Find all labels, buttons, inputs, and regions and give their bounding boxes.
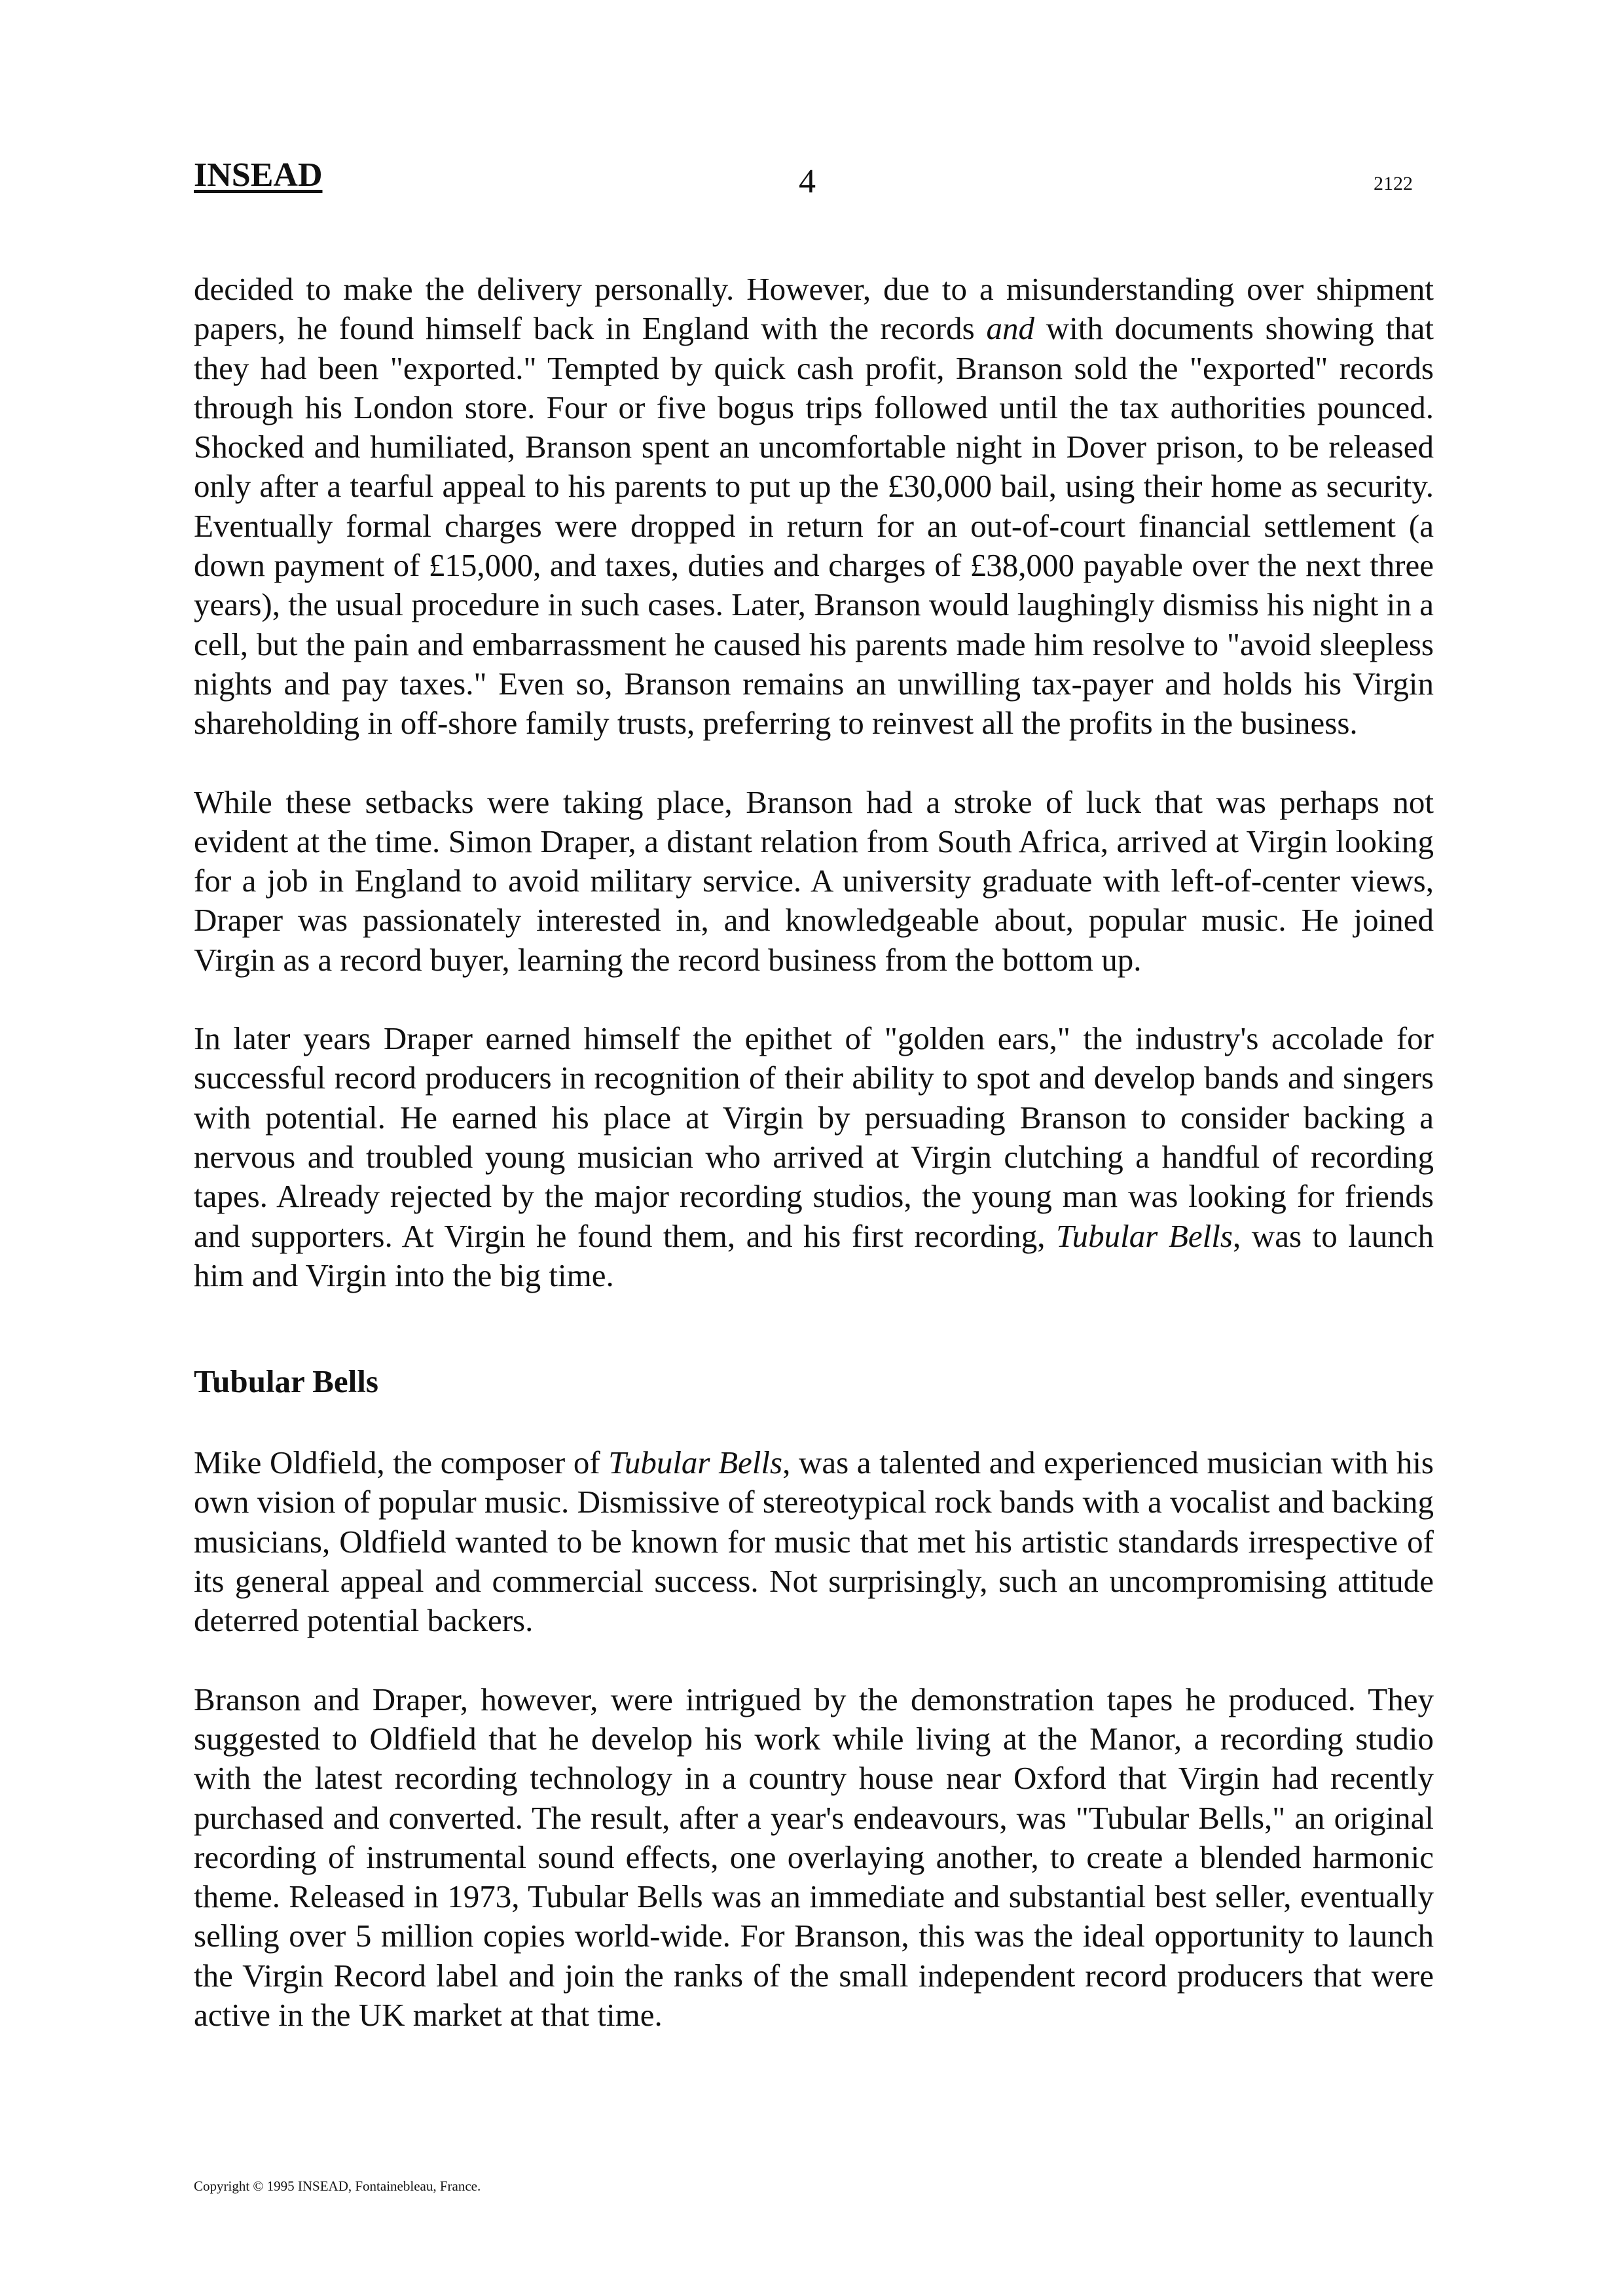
- paragraph-mike-oldfield: Mike Oldfield, the composer of Tubular Bells, was a talented and experienced musician with his own vision of popular music. Dismissive of stereotypical rock bands with a vocalist and backing musicians, Oldfield wanted to be known for music that met his artistic standards irrespective of its general appeal and commercial success. Not surprisingly, such an uncompromising attitude deterred potential backers.: [194, 1444, 1434, 1639]
- title-tubular-bells: Tubular Bells: [1056, 1217, 1233, 1254]
- emphasis-and: and: [986, 310, 1034, 347]
- paragraph-golden-ears: In later years Draper earned himself the epithet of "golden ears," the industry's accolade for successful record producers in recognition of their ability to spot and develop bands and singers with potential. He earned his place at Virgin by persuading Branson to consider backing a nervous and troubled young musician who arrived at Virgin clutching a handful of recording tapes. Already rejected by the major recording studios, the young man was looking for friends and supporters. At Virgin he found them, and his first recording, Tubular Bells, was to launch him and Virgin into the big time.: [194, 1020, 1434, 1293]
- title-tubular-bells: Tubular Bells: [608, 1444, 783, 1481]
- section-heading: Tubular Bells: [194, 1363, 378, 1400]
- case-number: 2122: [1374, 173, 1413, 194]
- body-content: [194, 270, 1434, 2035]
- paragraph-tax-episode: decided to make the delivery personally. However, due to a misunderstanding over shipment papers, he found himself back in England with the records and with documents showing that they had been "exported." Tempted by quick cash profit, Branson sold the "exported" records through his London store. Four or five bogus trips followed until the tax authorities pounced. Shocked and humiliated, Branson spent an uncomfortable night in Dover prison, to be released only after a tearful appeal to his parents to put up the £30,000 bail, using their home as security. Eventually formal charges were dropped in return for an out-of-court financial settlement (a down payment of £15,000, and taxes, duties and charges of £38,000 payable over the next three years), the usual procedure in such cases. Later, Branson would laughingly dismiss his night in a cell, but the pain and embarrassment he caused his parents made him resolve to "avoid sleepless nights and pay taxes." Even so, Branson remains an unwilling tax-payer and holds his Virgin shareholding in off-shore family trusts, preferring to reinvest all the profits in the business.: [194, 271, 1434, 742]
- copyright-footer: Copyright © 1995 INSEAD, Fontainebleau, France.: [194, 2178, 481, 2194]
- institution-name: INSEAD: [194, 156, 323, 194]
- paragraph-simon-draper: While these setbacks were taking place, Branson had a stroke of luck that was perhaps not evident at the time. Simon Draper, a distant relation from South Africa, arrived at Virgin looking for a job in England to avoid military service. A university graduate with left-of-center views, Draper was passionately interested in, and knowledgeable about, popular music. He joined Virgin as a record buyer, learning the record business from the bottom up.: [194, 783, 1434, 978]
- page-number: 4: [799, 163, 816, 200]
- paragraph-manor-recording: Branson and Draper, however, were intrigued by the demonstration tapes he produced. They suggested to Oldfield that he develop his work while living at the Manor, a recording studio with the latest recording technology in a country house near Oxford that Virgin had recently purchased and converted. The result, after a year's endeavours, was "Tubular Bells," an original recording of instrumental sound effects, one overlaying another, to create a blended harmonic theme. Released in 1973, Tubular Bells was an immediate and substantial best seller, eventually selling over 5 million copies world-wide. For Branson, this was the ideal opportunity to launch the Virgin Record label and join the ranks of the small independent record producers that were active in the UK market at that time.: [194, 1681, 1434, 2033]
